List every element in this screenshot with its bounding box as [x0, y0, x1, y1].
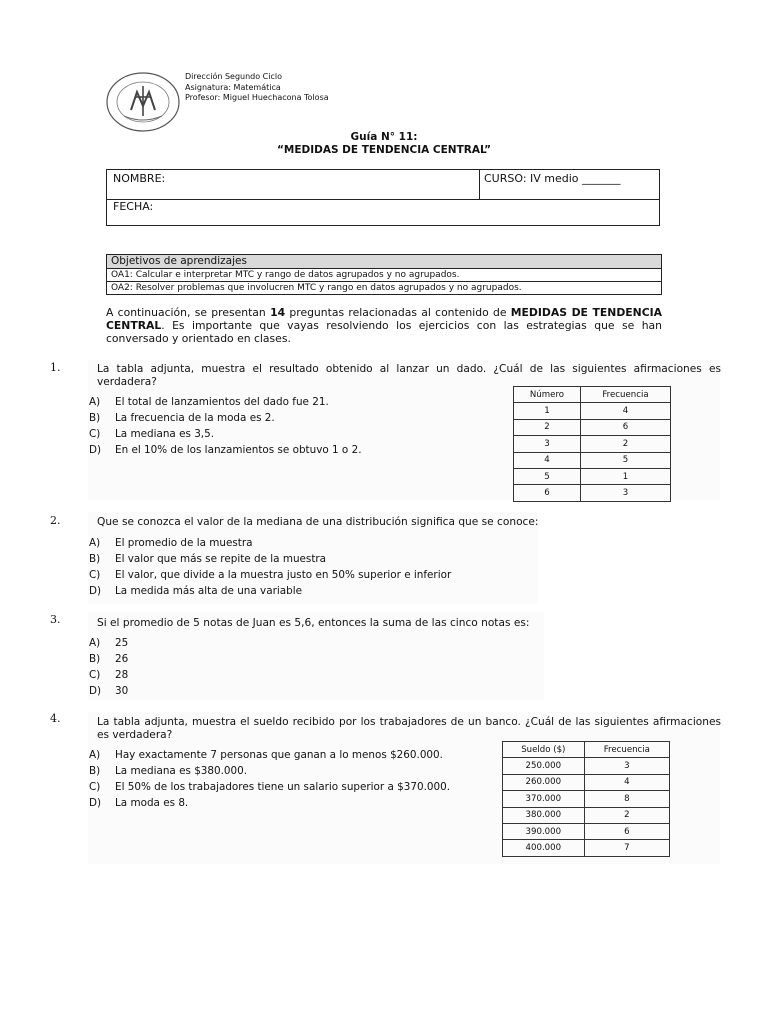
option-letter: C): [89, 428, 101, 440]
option-text: 25: [115, 637, 129, 649]
intro-text: . Es importante que vayas resolviendo los ejercicios con las estrategias que se han conversado y orientado en clases.: [106, 319, 662, 345]
option-text: El promedio de la muestra: [115, 537, 253, 549]
student-info-box: [106, 169, 660, 226]
option-letter: D): [89, 797, 102, 809]
option[interactable]: [89, 444, 362, 457]
option-text: El valor que más se repite de la muestra: [115, 553, 327, 565]
options-list: [89, 637, 128, 698]
option[interactable]: [89, 797, 450, 810]
option[interactable]: [89, 412, 362, 425]
table-cell: 4: [580, 403, 670, 419]
name-label[interactable]: NOMBRE:: [113, 172, 166, 185]
objective-item: OA2: Resolver problemas que involucren MTC y rango en datos agrupados y no agrupados.: [107, 281, 661, 294]
table-cell: 7: [584, 840, 669, 856]
option-letter: B): [89, 653, 101, 665]
option-letter: B): [89, 553, 101, 565]
option[interactable]: [89, 569, 451, 582]
intro-topic: MEDIDAS DE TENDENCIA CENTRAL: [106, 306, 662, 332]
option-letter: A): [89, 637, 101, 649]
table-cell: 370.000: [503, 791, 585, 807]
table-cell: 6: [514, 485, 581, 501]
table-cell: 380.000: [503, 807, 585, 823]
option[interactable]: [89, 537, 451, 550]
table-row: [503, 774, 670, 790]
question-text: La tabla adjunta, muestra el sueldo recibido por los trabajadores de un banco. ¿Cuál de las siguientes afirmaciones es verdadera?: [97, 716, 721, 741]
table-row: [514, 436, 671, 452]
table-cell: 6: [580, 419, 670, 435]
option-letter: A): [89, 749, 101, 761]
option[interactable]: [89, 781, 450, 794]
table-header: Número: [514, 387, 581, 403]
question-text: Que se conozca el valor de la mediana de una distribución significa que se conoce:: [97, 516, 539, 528]
option-text: La medida más alta de una variable: [115, 585, 302, 597]
option[interactable]: [89, 428, 362, 441]
table-header: Frecuencia: [580, 387, 670, 403]
option[interactable]: [89, 685, 128, 698]
option-letter: A): [89, 537, 101, 549]
option-text: 28: [115, 669, 129, 681]
course-label[interactable]: CURSO: IV medio _______: [484, 172, 621, 185]
header-line: Profesor: Miguel Huechacona Tolosa: [185, 93, 329, 102]
option[interactable]: [89, 396, 362, 409]
table-cell: 250.000: [503, 758, 585, 774]
salary-table: [502, 741, 670, 857]
table-cell: 2: [584, 807, 669, 823]
table-row: [514, 403, 671, 419]
option-text: En el 10% de los lanzamientos se obtuvo 1 o 2.: [115, 444, 362, 456]
option-letter: B): [89, 765, 101, 777]
table-cell: 4: [514, 452, 581, 468]
option-text: El total de lanzamientos del dado fue 21.: [115, 396, 329, 408]
option-text: La mediana es $380.000.: [115, 765, 248, 777]
option-text: La moda es 8.: [115, 797, 189, 809]
question-text: Si el promedio de 5 notas de Juan es 5,6, entonces la suma de las cinco notas es:: [97, 617, 530, 629]
header-line: Asignatura: Matemática: [185, 82, 281, 92]
table-row: [503, 823, 670, 839]
options-list: [89, 537, 451, 598]
table-cell: 5: [514, 468, 581, 484]
school-logo: [104, 70, 182, 134]
table-cell: 390.000: [503, 823, 585, 839]
option-text: 26: [115, 653, 129, 665]
table-row: [514, 485, 671, 501]
table-cell: 2: [580, 436, 670, 452]
question-text: La tabla adjunta, muestra el resultado obtenido al lanzar un dado. ¿Cuál de las siguientes afirmaciones es verdadera?: [97, 363, 721, 388]
option-letter: A): [89, 396, 101, 408]
table-cell: 3: [584, 758, 669, 774]
table-row: [503, 758, 670, 774]
guide-title: “MEDIDAS DE TENDENCIA CENTRAL”: [276, 144, 492, 156]
option-letter: D): [89, 585, 102, 597]
question-number: 1.: [50, 361, 61, 374]
question-count: 14: [270, 306, 286, 319]
options-list: [89, 396, 362, 457]
table-cell: 4: [584, 774, 669, 790]
guide-number: Guía N° 11:: [350, 131, 418, 143]
question-number: 2.: [50, 514, 61, 527]
option-letter: D): [89, 685, 102, 697]
table-cell: 260.000: [503, 774, 585, 790]
table-cell: 400.000: [503, 840, 585, 856]
option-text: 30: [115, 685, 129, 697]
option-text: La mediana es 3,5.: [115, 428, 215, 440]
options-list: [89, 749, 450, 810]
option[interactable]: [89, 585, 451, 598]
option[interactable]: [89, 749, 450, 762]
option[interactable]: [89, 637, 128, 650]
table-cell: 2: [514, 419, 581, 435]
table-cell: 1: [514, 403, 581, 419]
frequency-table: [513, 386, 671, 502]
table-row: [514, 468, 671, 484]
table-row: [514, 452, 671, 468]
objective-item: OA1: Calcular e interpretar MTC y rango de datos agrupados y no agrupados.: [111, 270, 460, 280]
option-letter: D): [89, 444, 102, 456]
table-header: Frecuencia: [584, 742, 669, 758]
option-letter: B): [89, 412, 101, 424]
table-cell: 1: [580, 468, 670, 484]
intro-paragraph: [106, 306, 662, 345]
option-letter: C): [89, 669, 101, 681]
table-cell: 6: [584, 823, 669, 839]
intro-text: A continuación, se presentan: [106, 306, 271, 319]
option[interactable]: [89, 765, 450, 778]
option[interactable]: [89, 553, 451, 566]
intro-text: preguntas relacionadas al contenido de: [285, 306, 511, 319]
option-letter: C): [89, 569, 101, 581]
question-number: 4.: [50, 712, 61, 725]
objectives-heading: Objetivos de aprendizajes: [107, 255, 661, 269]
question-number: 3.: [50, 613, 61, 626]
option[interactable]: [89, 653, 128, 666]
table-cell: 5: [580, 452, 670, 468]
objectives-box: [106, 254, 662, 295]
option-text: El valor, que divide a la muestra justo en 50% superior e inferior: [115, 569, 452, 581]
table-row: [514, 419, 671, 435]
option-text: Hay exactamente 7 personas que ganan a lo menos $260.000.: [115, 749, 443, 761]
header-info: [185, 72, 329, 104]
table-header: Sueldo ($): [503, 742, 585, 758]
table-cell: 3: [514, 436, 581, 452]
option-text: La frecuencia de la moda es 2.: [115, 412, 275, 424]
option[interactable]: [89, 669, 128, 682]
table-cell: 8: [584, 791, 669, 807]
table-row: [503, 840, 670, 856]
date-label[interactable]: FECHA:: [113, 200, 154, 213]
table-row: [503, 807, 670, 823]
option-letter: C): [89, 781, 101, 793]
table-cell: 3: [580, 485, 670, 501]
option-text: El 50% de los trabajadores tiene un salario superior a $370.000.: [115, 781, 451, 793]
table-row: [503, 791, 670, 807]
header-line: Dirección Segundo Ciclo: [185, 72, 283, 81]
